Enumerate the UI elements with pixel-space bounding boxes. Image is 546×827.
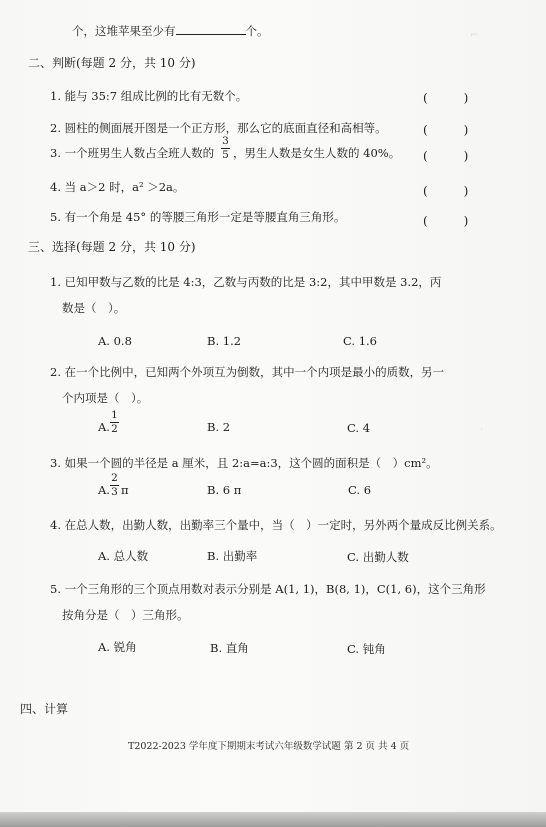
choice-q1-line2: 数是（ ）。	[62, 301, 126, 315]
bleed-through-mark: ·	[480, 425, 484, 436]
section-3-title: 三、选择(每题 2 分，共 10 分)	[28, 240, 196, 254]
choice-q3-option-a-pi: π	[121, 483, 129, 497]
judge-q5: 5. 有一个角是 45° 的等腰三角形一定是等腰直角三角形。	[50, 210, 346, 224]
section-2-title: 二、判断(每题 2 分，共 10 分)	[28, 56, 196, 70]
judge-q1: 1. 能与 35:7 组成比例的比有无数个。	[50, 89, 248, 103]
choice-q1-option-a: A. 0.8	[98, 334, 132, 348]
fraction-numerator: 3	[222, 135, 229, 147]
judge-q5-answer: ( )	[423, 214, 469, 228]
choice-q3-option-c: C. 6	[348, 483, 372, 497]
fraction-numerator: 1	[111, 409, 118, 421]
judge-q2-answer: ( )	[423, 123, 469, 137]
choice-q5-option-b: B. 直角	[210, 641, 249, 655]
top-line	[72, 24, 269, 38]
choice-q5-option-c: C. 钝角	[347, 642, 386, 656]
answer-blank	[176, 24, 246, 35]
choice-q4-option-a: A. 总人数	[98, 549, 149, 563]
choice-q2-line1: 2. 在一个比例中，已知两个外项互为倒数，其中一个内项是最小的质数，另一	[50, 365, 445, 379]
judge-q2: 2. 圆柱的侧面展开图是一个正方形，那么它的底面直径和高相等。	[50, 121, 387, 135]
judge-q3-answer: ( )	[423, 149, 469, 163]
judge-q1-answer: ( )	[423, 91, 469, 105]
choice-q1-line1: 1. 已知甲数与乙数的比是 4:3，乙数与丙数的比是 3:2，其中甲数是 3.2，丙	[50, 275, 442, 289]
choice-q4-line1: 4. 在总人数，出勤人数，出勤率三个量中，当（ ）一定时，另外两个量成反比例关系。	[50, 518, 502, 532]
choice-q5-line1: 5. 一个三角形的三个顶点用数对表示分别是 A(1, 1)，B(8, 1)，C(1, 6)，这个三角形	[50, 582, 486, 596]
choice-q5-line2: 按角分是（ ）三角形。	[62, 608, 189, 622]
judge-q3-part2: ，男生人数是女生人数的 40%。	[233, 146, 401, 160]
page-footer: T2022-2023 学年度下期期末考试六年级数学试题 第 2 页 共 4 页	[128, 741, 410, 752]
choice-q1-option-c: C. 1.6	[343, 334, 377, 348]
choice-q4-option-b: B. 出勤率	[207, 549, 258, 563]
judge-q3-fraction	[221, 136, 230, 161]
bleed-through-mark: ⌐	[470, 30, 479, 41]
choice-q2-option-b: B. 2	[207, 420, 231, 434]
fraction-denominator: 2	[111, 423, 118, 435]
top-line-suffix: 个。	[245, 24, 269, 38]
choice-q4-option-c: C. 出勤人数	[347, 550, 409, 564]
choice-q1-option-b: B. 1.2	[207, 334, 242, 348]
judge-q3-part1: 3. 一个班男生人数占全班人数的	[50, 146, 215, 160]
choice-q2-line2: 个内项是（ ）。	[62, 391, 149, 405]
judge-q4: 4. 当 a＞2 时，a² ＞2a。	[50, 180, 185, 194]
choice-q2-option-a: A.	[98, 420, 110, 434]
page-edge-shadow	[0, 812, 546, 827]
choice-q3-line1: 3. 如果一个圆的半径是 a 厘米，且 2:a=a:3，这个圆的面积是（ ）cm²。	[50, 456, 438, 470]
choice-q3-option-a: A.	[98, 483, 110, 497]
choice-q5-option-a: A. 锐角	[98, 640, 137, 654]
section-4-title: 四、计算	[20, 702, 69, 716]
judge-q4-answer: ( )	[423, 184, 469, 198]
fraction-numerator: 2	[111, 472, 118, 484]
choice-q2-option-c: C. 4	[347, 421, 371, 435]
choice-q2-option-a-fraction	[110, 410, 119, 435]
choice-q3-option-a-fraction	[110, 473, 119, 498]
top-line-prefix: 个，这堆苹果至少有	[72, 24, 176, 38]
fraction-denominator: 5	[222, 149, 229, 161]
fraction-denominator: 3	[111, 486, 118, 498]
choice-q3-option-b: B. 6 π	[207, 483, 242, 497]
